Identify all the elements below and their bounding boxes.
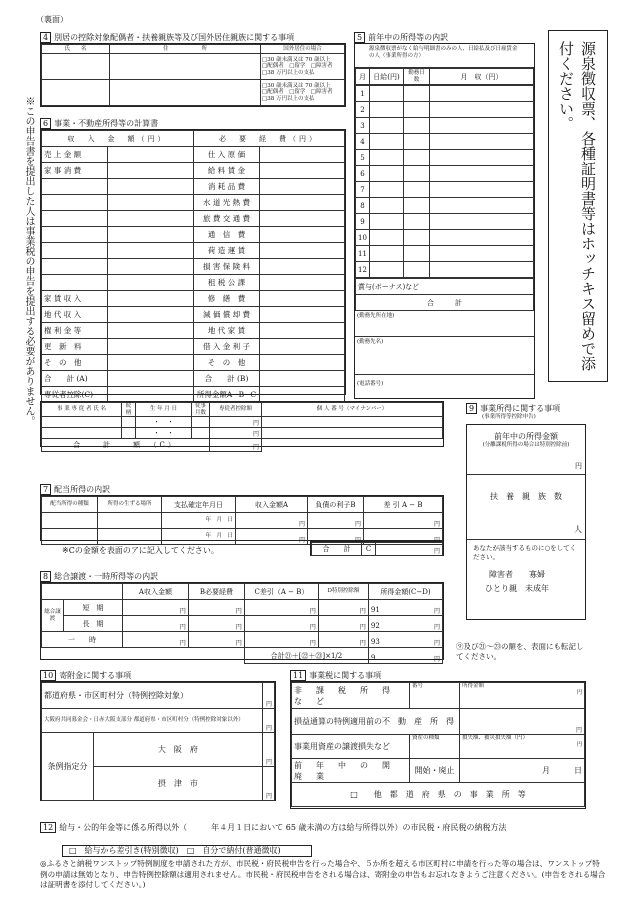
sec8-long-income[interactable]: 92 円	[368, 616, 442, 632]
sec7-total-mark: C	[362, 543, 376, 556]
fw-deduction-1[interactable]: 円	[210, 417, 262, 428]
sec6-income-label	[42, 227, 108, 243]
sec7-place-1[interactable]	[98, 513, 162, 529]
sec6-income-label	[42, 259, 108, 275]
sec4-table	[40, 43, 346, 107]
sec5-month-row	[356, 262, 534, 278]
sec9-income-value[interactable]: 円	[467, 449, 585, 475]
sec5-month-row	[356, 214, 534, 230]
sec5-daily-wage[interactable]	[370, 182, 404, 198]
sec5-title: 5 前年中の所得等の内訳	[354, 32, 448, 43]
sec5-work-days[interactable]	[404, 150, 430, 166]
sec6-row	[42, 195, 345, 211]
sec5-employer-phone[interactable]: (電話番号)	[357, 381, 384, 387]
sec6-deduction-label: 専従者控除(C)	[42, 387, 108, 403]
sec6-row	[42, 163, 345, 179]
sec6-expense-value[interactable]	[260, 323, 345, 339]
sec4-name-2[interactable]	[42, 80, 110, 106]
sec10-city2-label: 摂 津 市	[94, 767, 263, 801]
sec6-expense-label: 地 代 家 賃	[194, 323, 260, 339]
sec10-title: 10 寄附金に関する事項	[40, 670, 131, 681]
sec11-asset-type[interactable]: 資産の種類	[410, 735, 460, 759]
sec5-month-row	[356, 102, 534, 118]
sec7-b-2[interactable]: 円	[308, 529, 364, 545]
sec6-row	[42, 291, 345, 307]
sec6-expense-label: そ の 他	[194, 355, 260, 371]
sec5-daily-wage[interactable]	[370, 214, 404, 230]
sec5-work-days[interactable]	[404, 230, 430, 246]
sec6-row	[42, 259, 345, 275]
sec5-employer-name[interactable]: (勤務先名)	[355, 337, 534, 375]
sec7-col-place: 所得の生ずる場所	[98, 497, 162, 513]
sec4-options-1[interactable]: □30 歳未満又は 70 歳以上 □配偶者 □留学 □障害者 □38 万円以上の支払	[261, 54, 345, 80]
sec7-b-1[interactable]: 円	[308, 513, 364, 529]
sec11-date[interactable]: 月 日	[460, 759, 585, 783]
sec6-expense-label: 水 道 光 熱 費	[194, 195, 260, 211]
fw-col-birth: 生 年 月 日	[136, 403, 192, 417]
sec8-short-income[interactable]: 91 円	[368, 600, 442, 616]
sec5-month-label: 1	[356, 86, 370, 102]
sec6-row	[42, 243, 345, 259]
sec11-row4-label: 前 年 中 の 開 廃 業	[292, 759, 410, 783]
sec5-monthly-income[interactable]	[430, 182, 534, 198]
sec7-total-label: 合 計	[312, 543, 362, 556]
sec6-expense-value[interactable]	[260, 291, 345, 307]
sec6-result-label: 所得金額A−B−C	[194, 387, 260, 403]
sec6-income-value[interactable]	[108, 195, 194, 211]
sec6-expense-value[interactable]	[260, 163, 345, 179]
sec4-address-1[interactable]	[110, 54, 261, 80]
sec9-check-note: あなたが該当するものに○をしてください。	[473, 543, 577, 561]
sec5-daily-wage[interactable]	[370, 118, 404, 134]
sec11-loss: 損失額、被災損失額（円） 円	[460, 735, 585, 759]
sec5-month-label: 10	[356, 230, 370, 246]
sec6-income-value[interactable]	[108, 371, 194, 387]
sec5-monthly-income[interactable]	[430, 86, 534, 102]
sec6-expense-value[interactable]	[260, 339, 345, 355]
sec7-col-type: 配当所得の種類	[42, 497, 98, 513]
sec10-row2-label: 大阪府共同募金会・日赤大阪支部分 都道府県・市区町村分（特例控除対象以外）	[42, 709, 263, 733]
sec6-expense-value[interactable]	[260, 275, 345, 291]
sec5-daily-wage[interactable]	[370, 86, 404, 102]
sec5-month-label: 7	[356, 182, 370, 198]
sec8-total-income[interactable]: 9 円	[368, 648, 442, 664]
sec6-income-label: 家 賃 収 入	[42, 291, 108, 307]
sec10-city1-value[interactable]: 円	[262, 733, 274, 767]
sec6-income-value[interactable]	[108, 259, 194, 275]
sec8-group-label: 総合譲渡	[42, 600, 64, 632]
fw-col-name: 事 業 専 従 者 氏 名	[42, 403, 122, 417]
fw-months-1[interactable]	[192, 417, 210, 428]
sec6-row	[42, 147, 345, 163]
fw-birth-1[interactable]: ・ ・	[136, 417, 192, 428]
sec6-income-header: 収 入 金 額（円）	[42, 131, 194, 147]
sec5-month-label: 2	[356, 102, 370, 118]
sec5-month-row	[356, 134, 534, 150]
sec6-income-label: そ の 他	[42, 355, 108, 371]
sec10-designated-label: 条例指定分	[42, 733, 94, 801]
sec8-long-d[interactable]: 円	[318, 616, 368, 632]
sec8-temp-d[interactable]: 円	[318, 632, 368, 648]
sec8-formula: 合計㉑＋[㉒＋㉓]×1/2	[244, 648, 368, 664]
sec8-col-c: C差引（A − B）	[244, 584, 318, 600]
sec5-work-days[interactable]	[404, 262, 430, 278]
fw-mynumber-1[interactable]	[262, 417, 443, 428]
sec7-date-1[interactable]: 年 月 日	[162, 513, 236, 529]
stapling-note-box	[548, 30, 608, 382]
sec8-short-a[interactable]: 円	[122, 600, 188, 616]
sec5-month-label: 5	[356, 150, 370, 166]
sec5-month-label: 8	[356, 198, 370, 214]
sec6-expense-value[interactable]	[260, 355, 345, 371]
fw-mynumber-2[interactable]	[262, 428, 443, 439]
sec6-expense-label: 仕 入 原 価	[194, 147, 260, 163]
sec5-col-month: 月	[356, 69, 370, 85]
sec6-income-label	[42, 243, 108, 259]
sec5-month-label: 6	[356, 166, 370, 182]
fw-name-1[interactable]	[42, 417, 122, 428]
sec6-expense-label: 修 繕 費	[194, 291, 260, 307]
sec12-title: 12 給与・公的年金等に係る所得以外（ 年４月１日において 65 歳未満の方は給与所得以外）の市民税・府民税の納税方法	[40, 822, 600, 833]
sec12-option-special[interactable]: □ 給与から差引き(特別徴収)	[69, 846, 179, 855]
sec6-row	[42, 323, 345, 339]
sec6-income-value[interactable]	[108, 307, 194, 323]
sec5-col-days: 勤務日数	[404, 69, 430, 85]
sec5-month-row	[356, 230, 534, 246]
sec5-month-row	[356, 182, 534, 198]
sec4-options-2[interactable]: □30 歳未満又は 70 歳以上 □配偶者 □留学 □障害者 □38 万円以上の支払	[261, 80, 345, 106]
sec8-short-b[interactable]: 円	[188, 600, 244, 616]
sec8-corner	[42, 584, 123, 600]
sec4-title: 4 別居の控除対象配偶者・扶養親族等及び国外居住親族に関する事項	[40, 32, 294, 43]
sec6-row	[42, 179, 345, 195]
sec8-col-d: D特別控除額	[318, 584, 368, 600]
sec7-title: 7 配当所得の内訳	[40, 484, 110, 495]
sec5-monthly-income[interactable]	[430, 150, 534, 166]
sec5-note: 源泉徴収票がなく給与明細書のみの人、日給払及び日雇賃金の人（事業所得の方）	[355, 44, 534, 68]
sec12-option-ordinary[interactable]: □ 自分で納付(普通徴収)	[186, 846, 281, 855]
sec9-dependents-value[interactable]: 人	[467, 502, 585, 540]
sec6-expense-value[interactable]	[260, 259, 345, 275]
furusato-footnote: ◎ふるさと納税ワンストップ特例制度を申請された方が、市民税・府民税申告を行った場合や、５か所を超える市区町村に申請を行った等の場合は、ワンストップ特例の申請は無効となり、申告特例控除額は適用されません。市民税・府民税申告をされる場合は、寄附金の申告もお忘れなきようご注意ください。(申告をされる場合は証明書を添付してください。)	[40, 859, 606, 889]
sec9-dependents-label: 扶 養 親 族 数	[490, 491, 562, 501]
sec10-table	[40, 681, 276, 801]
sec5-monthly-income[interactable]	[430, 214, 534, 230]
sec5-monthly-income[interactable]	[430, 230, 534, 246]
sec7-col-date: 支払確定年月日	[162, 497, 236, 513]
sec7-diff-1[interactable]: 円	[364, 513, 443, 529]
sec6-expense-label: 消 耗 品 費	[194, 179, 260, 195]
sec6-income-label	[42, 195, 108, 211]
fw-total-value[interactable]: 円	[210, 439, 262, 452]
sec6-expense-value[interactable]	[260, 307, 345, 323]
sec9-income-note: (分離課税所得の場合は特別控除前)	[482, 442, 570, 448]
sec8-col-income: 所得金額(C−D)	[368, 584, 442, 600]
sec6-expense-label: 租 税 公 課	[194, 275, 260, 291]
sec10-row1-label: 都道府県・市区町村分（特例控除対象）	[42, 683, 263, 709]
sec7-total-value[interactable]: 円	[376, 543, 443, 556]
fw-col-deduction: 専従者控除額	[210, 403, 262, 417]
sec6-row	[42, 371, 345, 387]
sec8-row-short: 短 期	[64, 600, 123, 616]
sec6-income-label: 地 代 収 入	[42, 307, 108, 323]
fw-relation-2[interactable]	[122, 428, 136, 439]
sec6-expense-header: 必 要 経 費（円）	[194, 131, 345, 147]
sec5-table	[354, 43, 535, 399]
sec9-income-label: 前年中の所得金額	[494, 432, 558, 441]
sec5-daily-wage[interactable]	[370, 198, 404, 214]
sec7-diff-2[interactable]: 円	[364, 529, 443, 545]
sec5-work-days[interactable]	[404, 198, 430, 214]
sec6-expense-label: 通 信 費	[194, 227, 260, 243]
sec6-expense-label: 減 価 償 却 費	[194, 307, 260, 323]
sec8-short-c[interactable]: 円	[244, 600, 318, 616]
sec6-expense-value[interactable]	[260, 227, 345, 243]
sec6-income-value[interactable]	[108, 339, 194, 355]
sec6-income-value[interactable]	[108, 179, 194, 195]
sec5-month-label: 12	[356, 262, 370, 278]
sec6-income-label	[42, 275, 108, 291]
sec8-temp-b[interactable]: 円	[188, 632, 244, 648]
sec5-work-days[interactable]	[404, 246, 430, 262]
sec8-row-long: 長 期	[64, 616, 123, 632]
sec7-total	[310, 541, 444, 556]
sec8-blank	[42, 648, 245, 664]
sec6-row	[42, 355, 345, 371]
fw-relation-1[interactable]	[122, 417, 136, 428]
sec10-city1-label: 大 阪 府	[94, 733, 263, 767]
sec5-month-label: 9	[356, 214, 370, 230]
sec5-month-row	[356, 166, 534, 182]
sec10-row1-value[interactable]: 円	[262, 683, 274, 709]
fw-col-mynumber: 個 人 番 号（マイナンバー）	[262, 403, 443, 417]
sec6-expense-label: 借 入 金 利 子	[194, 339, 260, 355]
sec5-month-row	[356, 118, 534, 134]
sec7-a-1[interactable]: 円	[236, 513, 308, 529]
sec5-daily-wage[interactable]	[370, 102, 404, 118]
sec6-expense-value[interactable]	[260, 147, 345, 163]
sec6-expense-value[interactable]	[260, 211, 345, 227]
sec7-note: ※Cの金額を表面のアに記入してください。	[62, 546, 219, 555]
sec5-total[interactable]: 合 計	[356, 295, 534, 311]
fw-deduction-2[interactable]: 円	[210, 428, 262, 439]
sec11-code[interactable]: 番号	[410, 683, 460, 709]
sec7-place-2[interactable]	[98, 529, 162, 545]
sec5-month-row	[356, 86, 534, 102]
sec5-work-days[interactable]	[404, 214, 430, 230]
sec6-expense-value[interactable]	[260, 371, 345, 387]
sec11-row1-label: 非 課 税 所 得 な ど	[292, 683, 410, 709]
sec6-income-label	[42, 211, 108, 227]
sec9-status-row1[interactable]: 障害者 寡婦	[489, 569, 545, 579]
sec5-monthly-income[interactable]	[430, 198, 534, 214]
sec5-daily-wage[interactable]	[370, 230, 404, 246]
sec6-income-value[interactable]	[108, 227, 194, 243]
sec7-type-1[interactable]	[42, 513, 98, 529]
sec8-side-note: ⑨及び㉑〜㉓の額を、表面にも転記してください。	[456, 642, 584, 661]
sec5-monthly-income[interactable]	[430, 118, 534, 134]
sec8-long-c[interactable]: 円	[244, 616, 318, 632]
sec5-month-row	[356, 198, 534, 214]
sec4-address-2[interactable]	[110, 80, 261, 106]
sec6-expense-label: 合 計 (B)	[194, 371, 260, 387]
sec5-daily-wage[interactable]	[370, 166, 404, 182]
sec7-col-b: 負債の利子B	[308, 497, 364, 513]
sec4-col-address: 住 所	[110, 45, 261, 54]
sec5-work-days[interactable]	[404, 118, 430, 134]
sec5-work-days[interactable]	[404, 86, 430, 102]
sec6-expense-value[interactable]	[260, 179, 345, 195]
sec7-type-2[interactable]	[42, 529, 98, 545]
sec8-title: 8 総合譲渡・一時所得等の内訳	[40, 571, 158, 582]
sec6-income-label: 権 利 金 等	[42, 323, 108, 339]
sec6-table	[40, 129, 346, 399]
sec6-row	[42, 307, 345, 323]
fw-total-label: 合 計 額 （C）	[42, 439, 210, 452]
sec5-month-label: 4	[356, 134, 370, 150]
sec9-title: 9 事業所得に関する事項 (事業所得等控除申告)	[466, 403, 560, 421]
sec10-row2-value[interactable]: 円	[262, 709, 274, 733]
sec8-row-temp: 一 時	[42, 632, 123, 648]
sec7-a-2[interactable]: 円	[236, 529, 308, 545]
sec5-month-row	[356, 246, 534, 262]
sec5-col-income: 月 収（円）	[430, 69, 534, 85]
stapling-note: 源泉徴収票、各種証明書等はホッチキス留めで添付ください。	[557, 41, 597, 371]
fw-birth-2[interactable]: ・ ・	[136, 428, 192, 439]
sec5-daily-wage[interactable]	[370, 134, 404, 150]
sec5-col-daily: 日給(円)	[370, 69, 404, 85]
sec7-col-a: 収入金額A	[236, 497, 308, 513]
sec5-employer-address[interactable]: (勤務先所在地)	[355, 311, 534, 337]
fw-months-2[interactable]	[192, 428, 210, 439]
sec5-monthly-income[interactable]	[430, 262, 534, 278]
sec5-bonus[interactable]: 賞与(ボーナス)など	[356, 279, 534, 295]
sec6-income-value[interactable]	[108, 323, 194, 339]
sec9-status-row2[interactable]: ひとり親 未成年	[485, 583, 549, 593]
sec8-col-a: A収入金額	[122, 584, 188, 600]
sec4-name-1[interactable]	[42, 54, 110, 80]
sec5-daily-wage[interactable]	[370, 246, 404, 262]
sec6-income-label: 家 事 消 費	[42, 163, 108, 179]
sec11-open-close[interactable]: 開始・廃止	[410, 759, 460, 783]
sec8-temp-a[interactable]: 円	[122, 632, 188, 648]
sec8-col-b: B必要経費	[188, 584, 244, 600]
sec5-month-row	[356, 150, 534, 166]
page-side-label: （裏面）	[36, 15, 68, 24]
sec6-expense-label: 損 害 保 険 料	[194, 259, 260, 275]
sec6-income-value[interactable]	[108, 211, 194, 227]
sec6-expense-value[interactable]	[260, 195, 345, 211]
sec5-work-days[interactable]	[404, 102, 430, 118]
sec6-row	[42, 275, 345, 291]
sec6-expense-label: 旅 費 交 通 費	[194, 211, 260, 227]
sec5-month-label: 11	[356, 246, 370, 262]
sec8-temp-income[interactable]: 93 円	[368, 632, 442, 648]
sec6-row	[42, 211, 345, 227]
sec11-row2-value[interactable]: 円	[460, 709, 585, 735]
fw-blank	[262, 439, 443, 452]
sec6-income-value[interactable]	[108, 355, 194, 371]
sec5-monthly-income[interactable]	[430, 102, 534, 118]
sec6-expense-label: 荷 造 運 賃	[194, 243, 260, 259]
sec4-col-abroad: 国外居住の場合	[261, 45, 345, 54]
sec5-monthly-income[interactable]	[430, 246, 534, 262]
sec5-month-label: 3	[356, 118, 370, 134]
fw-col-relation: 続柄	[122, 403, 136, 417]
sec11-row3-label: 事業用資産の譲渡損失など	[292, 735, 410, 759]
sec5-work-days[interactable]	[404, 182, 430, 198]
sec8-short-d[interactable]: 円	[318, 600, 368, 616]
sec6-income-label: 売 上 金 額	[42, 147, 108, 163]
sec6-income-value[interactable]	[108, 147, 194, 163]
sec9-box	[466, 424, 586, 620]
sec11-title: 11 事業税に関する事項	[290, 670, 381, 681]
fw-col-months: 従事月数	[192, 403, 210, 417]
sec6-income-value[interactable]	[108, 275, 194, 291]
sec5-daily-wage[interactable]	[370, 150, 404, 166]
sec7-table	[40, 495, 444, 544]
family-workers-table	[40, 401, 444, 451]
sec6-row	[42, 339, 345, 355]
fw-name-2[interactable]	[42, 428, 122, 439]
sec6-income-label: 合 計 (A)	[42, 371, 108, 387]
sec6-expense-value[interactable]	[260, 243, 345, 259]
sec6-income-label	[42, 179, 108, 195]
sec8-long-b[interactable]: 円	[188, 616, 244, 632]
left-side-note: ※この申告書を提出した人は事業税の申告を提出する必要がありません。	[23, 96, 34, 426]
sec5-daily-wage[interactable]	[370, 262, 404, 278]
sec6-income-value[interactable]	[108, 243, 194, 259]
sec4-col-name: 氏 名	[42, 45, 110, 54]
sec12-options	[62, 845, 312, 857]
sec5-monthly-income[interactable]	[430, 134, 534, 150]
sec5-monthly-income[interactable]	[430, 166, 534, 182]
sec6-expense-label: 給 料 賃 金	[194, 163, 260, 179]
sec11-amount[interactable]: 所得金額 円	[460, 683, 585, 709]
sec11-other-offices[interactable]: □ 他 都 道 府 県 の 事 業 所 等	[292, 783, 585, 807]
sec11-row2-label: 損益通算の特例適用前の不 動 産 所 得	[292, 709, 460, 735]
sec8-temp-c[interactable]: 円	[244, 632, 318, 648]
sec6-title: 6 事業・不動産所得等の計算書	[40, 118, 158, 129]
sec7-col-diff: 差 引 A − B	[364, 497, 443, 513]
sec8-table	[40, 582, 444, 663]
sec6-income-value[interactable]	[108, 291, 194, 307]
sec8-long-a[interactable]: 円	[122, 616, 188, 632]
sec5-work-days[interactable]	[404, 166, 430, 182]
sec6-income-label: 更 新 料	[42, 339, 108, 355]
sec11-table	[290, 681, 586, 809]
sec5-work-days[interactable]	[404, 134, 430, 150]
sec7-date-2[interactable]: 年 月 日	[162, 529, 236, 545]
sec6-income-value[interactable]	[108, 163, 194, 179]
sec10-city2-value[interactable]: 円	[262, 767, 274, 801]
sec6-row	[42, 227, 345, 243]
